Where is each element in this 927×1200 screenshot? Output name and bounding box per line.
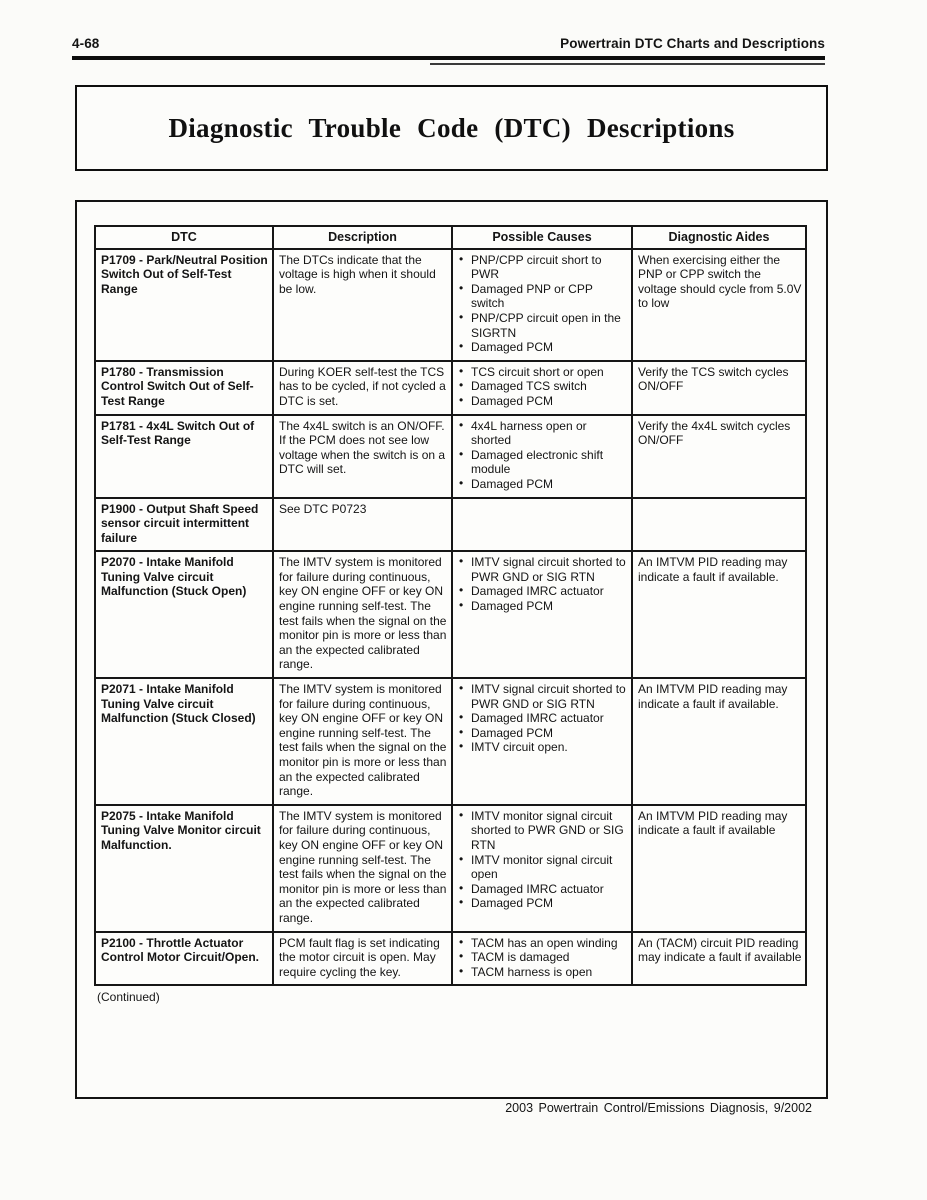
cause-item: • IMTV circuit open.: [458, 740, 628, 755]
column-header-dtc: DTC: [95, 226, 273, 249]
description-cell: See DTC P0723: [273, 498, 452, 552]
table-row: [95, 551, 806, 678]
diagnostic-aides-cell: An (TACM) circuit PID reading may indicate a fault if available: [632, 932, 806, 986]
dtc-code-cell: P1781 - 4x4L Switch Out of Self-Test Range: [95, 415, 273, 498]
cause-item: • IMTV monitor signal circuit open: [458, 853, 628, 882]
diagnostic-aides-cell: An IMTVM PID reading may indicate a fault if available.: [632, 551, 806, 678]
table-row: [95, 249, 806, 361]
possible-causes-cell: [452, 249, 632, 361]
page-title: Diagnostic Trouble Code (DTC) Descriptions: [168, 112, 735, 143]
cause-item: • PNP/CPP circuit short to PWR: [458, 253, 628, 282]
cause-item: • Damaged IMRC actuator: [458, 882, 628, 897]
cause-item: • Damaged PCM: [458, 599, 628, 614]
description-cell: The 4x4L switch is an ON/OFF. If the PCM does not see low voltage when the switch is on a DTC will set.: [273, 415, 452, 498]
diagnostic-aides-cell: An IMTVM PID reading may indicate a fault if available: [632, 805, 806, 932]
cause-item: • Damaged TCS switch: [458, 379, 628, 394]
header-rule-thin: [430, 63, 825, 65]
table-row: [95, 498, 806, 552]
cause-item: • IMTV signal circuit shorted to PWR GND or SIG RTN: [458, 682, 628, 711]
table-header-row: [95, 226, 806, 249]
content-box: [75, 200, 828, 1099]
dtc-code-cell: P1709 - Park/Neutral Position Switch Out of Self-Test Range: [95, 249, 273, 361]
description-cell: The IMTV system is monitored for failure during continuous, key ON engine OFF or key ON engine running self-test. The test fails when the signal on the monitor pin is more or less than an the expected calibrated range.: [273, 551, 452, 678]
column-header-description: Description: [273, 226, 452, 249]
cause-item: • TCS circuit short or open: [458, 365, 628, 380]
cause-item: • Damaged PNP or CPP switch: [458, 282, 628, 311]
cause-item: • Damaged IMRC actuator: [458, 711, 628, 726]
cause-item: • Damaged IMRC actuator: [458, 584, 628, 599]
possible-causes-cell: [452, 498, 632, 552]
possible-causes-cell: [452, 415, 632, 498]
cause-item: • Damaged electronic shift module: [458, 448, 628, 477]
cause-item: • Damaged PCM: [458, 726, 628, 741]
causes-list: [458, 936, 628, 980]
cause-item: • PNP/CPP circuit open in the SIGRTN: [458, 311, 628, 340]
table-row: [95, 361, 806, 415]
possible-causes-cell: [452, 932, 632, 986]
dtc-table: [94, 225, 807, 986]
dtc-code-cell: P2100 - Throttle Actuator Control Motor Circuit/Open.: [95, 932, 273, 986]
diagnostic-aides-cell: When exercising either the PNP or CPP switch the voltage should cycle from 5.0V to low: [632, 249, 806, 361]
dtc-code-cell: P2071 - Intake Manifold Tuning Valve circuit Malfunction (Stuck Closed): [95, 678, 273, 805]
description-cell: The DTCs indicate that the voltage is high when it should be low.: [273, 249, 452, 361]
causes-list: [458, 809, 628, 911]
table-row: [95, 932, 806, 986]
causes-list: [458, 365, 628, 409]
cause-item: • IMTV monitor signal circuit shorted to PWR GND or SIG RTN: [458, 809, 628, 853]
cause-item: • 4x4L harness open or shorted: [458, 419, 628, 448]
possible-causes-cell: [452, 678, 632, 805]
cause-item: • TACM is damaged: [458, 950, 628, 965]
header-rule: [72, 56, 825, 60]
possible-causes-cell: [452, 551, 632, 678]
column-header-possible-causes: Possible Causes: [452, 226, 632, 249]
possible-causes-cell: [452, 361, 632, 415]
cause-item: • Damaged PCM: [458, 394, 628, 409]
cause-item: • TACM harness is open: [458, 965, 628, 980]
causes-list: [458, 419, 628, 492]
dtc-code-cell: P2075 - Intake Manifold Tuning Valve Monitor circuit Malfunction.: [95, 805, 273, 932]
causes-list: [458, 682, 628, 755]
description-cell: PCM fault flag is set indicating the motor circuit is open. May require cycling the key.: [273, 932, 452, 986]
table-row: [95, 415, 806, 498]
column-header-diagnostic-aides: Diagnostic Aides: [632, 226, 806, 249]
table-row: [95, 678, 806, 805]
diagnostic-aides-cell: [632, 498, 806, 552]
dtc-code-cell: P1900 - Output Shaft Speed sensor circuit intermittent failure: [95, 498, 273, 552]
running-header-title: Powertrain DTC Charts and Descriptions: [560, 36, 825, 51]
table-row: [95, 805, 806, 932]
diagnostic-aides-cell: Verify the TCS switch cycles ON/OFF: [632, 361, 806, 415]
description-cell: The IMTV system is monitored for failure during continuous, key ON engine OFF or key ON engine running self-test. The test fails when the signal on the monitor pin is more or less than an the expected calibrated range.: [273, 805, 452, 932]
possible-causes-cell: [452, 805, 632, 932]
cause-item: • IMTV signal circuit shorted to PWR GND or SIG RTN: [458, 555, 628, 584]
cause-item: • Damaged PCM: [458, 477, 628, 492]
dtc-code-cell: P2070 - Intake Manifold Tuning Valve circuit Malfunction (Stuck Open): [95, 551, 273, 678]
cause-item: • Damaged PCM: [458, 896, 628, 911]
dtc-code-cell: P1780 - Transmission Control Switch Out of Self-Test Range: [95, 361, 273, 415]
description-cell: The IMTV system is monitored for failure during continuous, key ON engine OFF or key ON engine running self-test. The test fails when the signal on the monitor pin is more or less than an the expected calibrated range.: [273, 678, 452, 805]
continued-note: (Continued): [97, 990, 160, 1005]
cause-item: • Damaged PCM: [458, 340, 628, 355]
title-box: [75, 85, 828, 171]
causes-list: [458, 253, 628, 355]
footer-caption: 2003 Powertrain Control/Emissions Diagnosis, 9/2002: [505, 1101, 812, 1115]
running-header: [72, 36, 825, 51]
diagnostic-aides-cell: An IMTVM PID reading may indicate a fault if available.: [632, 678, 806, 805]
causes-list: [458, 555, 628, 613]
description-cell: During KOER self-test the TCS has to be cycled, if not cycled a DTC is set.: [273, 361, 452, 415]
cause-item: • TACM has an open winding: [458, 936, 628, 951]
page-number: 4-68: [72, 36, 100, 51]
diagnostic-aides-cell: Verify the 4x4L switch cycles ON/OFF: [632, 415, 806, 498]
